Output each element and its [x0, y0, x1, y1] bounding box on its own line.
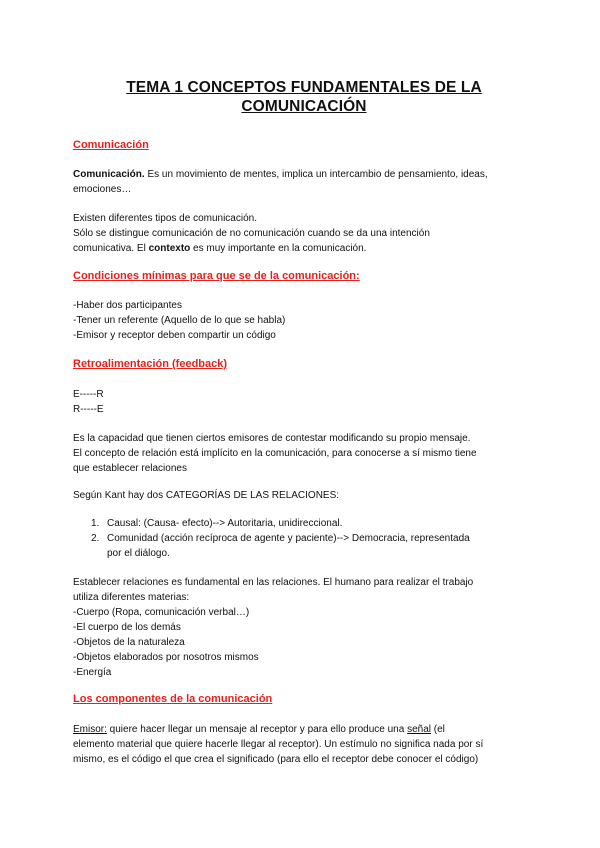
term-contexto: contexto	[148, 243, 191, 254]
list-item: -Emisor y receptor deben compartir un código	[73, 330, 276, 341]
list-item	[73, 531, 535, 561]
list-item	[73, 516, 535, 531]
ordered-list-relaciones	[73, 516, 535, 561]
list-text: Causal: (Causa- efecto)--> Autoritaria, unidireccional.	[107, 518, 343, 529]
emisor-line-1c: (el	[431, 724, 445, 735]
tipos-line-3a: comunicativa. El	[73, 243, 149, 254]
paragraph-retro	[73, 431, 535, 476]
emisor-line-1a: quiere hacer llegar un mensaje al receptor y para ello produce una	[106, 724, 408, 735]
paragraph-comunicacion-def	[73, 167, 535, 197]
term-comunicacion: Comunicación.	[73, 169, 145, 180]
paragraph-materias	[73, 575, 535, 680]
page-title: TEMA 1 CONCEPTOS FUNDAMENTALES DE LA COMUNICACIÓN	[126, 79, 482, 115]
paragraph-kant: Según Kant hay dos CATEGORÍAS DE LAS RELACIONES:	[73, 490, 340, 501]
tipos-line-3c: es muy importante en la comunicación.	[190, 243, 367, 254]
list-item: -Cuerpo (Ropa, comunicación verbal…)	[73, 607, 250, 618]
heading-retroalimentacion: Retroalimentación (feedback)	[73, 358, 228, 370]
list-item: -Haber dos participantes	[73, 300, 182, 311]
list-item: -Energía	[73, 667, 112, 678]
retro-line-1: Es la capacidad que tienen ciertos emisores de contestar modificando su propio mensaje.	[73, 433, 471, 444]
feedback-flow	[73, 387, 535, 417]
term-emisor: Emisor:	[73, 724, 107, 735]
paragraph-tipos	[73, 211, 535, 256]
term-senal: señal	[407, 724, 431, 735]
flow-line-2: R-----E	[73, 404, 104, 415]
emisor-line-2: elemento material que quiere hacerle llegar al receptor). Un estímulo no significa nada por sí	[73, 739, 484, 750]
list-number: 1.	[91, 518, 100, 529]
retro-line-3: que establecer relaciones	[73, 463, 187, 474]
emisor-line-3: mismo, es el código el que crea el significado (para ello el receptor debe conocer el código)	[73, 754, 479, 765]
heading-comunicacion: Comunicación	[73, 139, 149, 151]
heading-componentes: Los componentes de la comunicación	[73, 693, 273, 705]
list-number: 2.	[91, 533, 100, 544]
retro-line-2: El concepto de relación está implícito en la comunicación, para conocerse a sí mismo tiene	[73, 448, 477, 459]
paragraph-emisor	[73, 722, 535, 767]
flow-line-1: E-----R	[73, 389, 104, 400]
list-item: -El cuerpo de los demás	[73, 622, 181, 633]
list-item: -Objetos de la naturaleza	[73, 637, 185, 648]
list-text-cont: por el diálogo.	[107, 548, 170, 559]
materias-line-2: utiliza diferentes materias:	[73, 592, 190, 603]
heading-condiciones: Condiciones mínimas para que se de la comunicación:	[73, 270, 360, 282]
def-text-2: emociones…	[73, 184, 132, 195]
tipos-line-1: Existen diferentes tipos de comunicación.	[73, 213, 257, 224]
list-condiciones	[73, 298, 535, 343]
list-item: -Objetos elaborados por nosotros mismos	[73, 652, 259, 663]
tipos-line-2: Sólo se distingue comunicación de no comunicación cuando se da una intención	[73, 228, 430, 239]
materias-line-1: Establecer relaciones es fundamental en las relaciones. El humano para realizar el trabajo	[73, 577, 474, 588]
list-text: Comunidad (acción recíproca de agente y paciente)--> Democracia, representada	[107, 533, 470, 544]
def-text-1: Es un movimiento de mentes, implica un intercambio de pensamiento, ideas,	[144, 169, 488, 180]
list-item: -Tener un referente (Aquello de lo que se habla)	[73, 315, 286, 326]
